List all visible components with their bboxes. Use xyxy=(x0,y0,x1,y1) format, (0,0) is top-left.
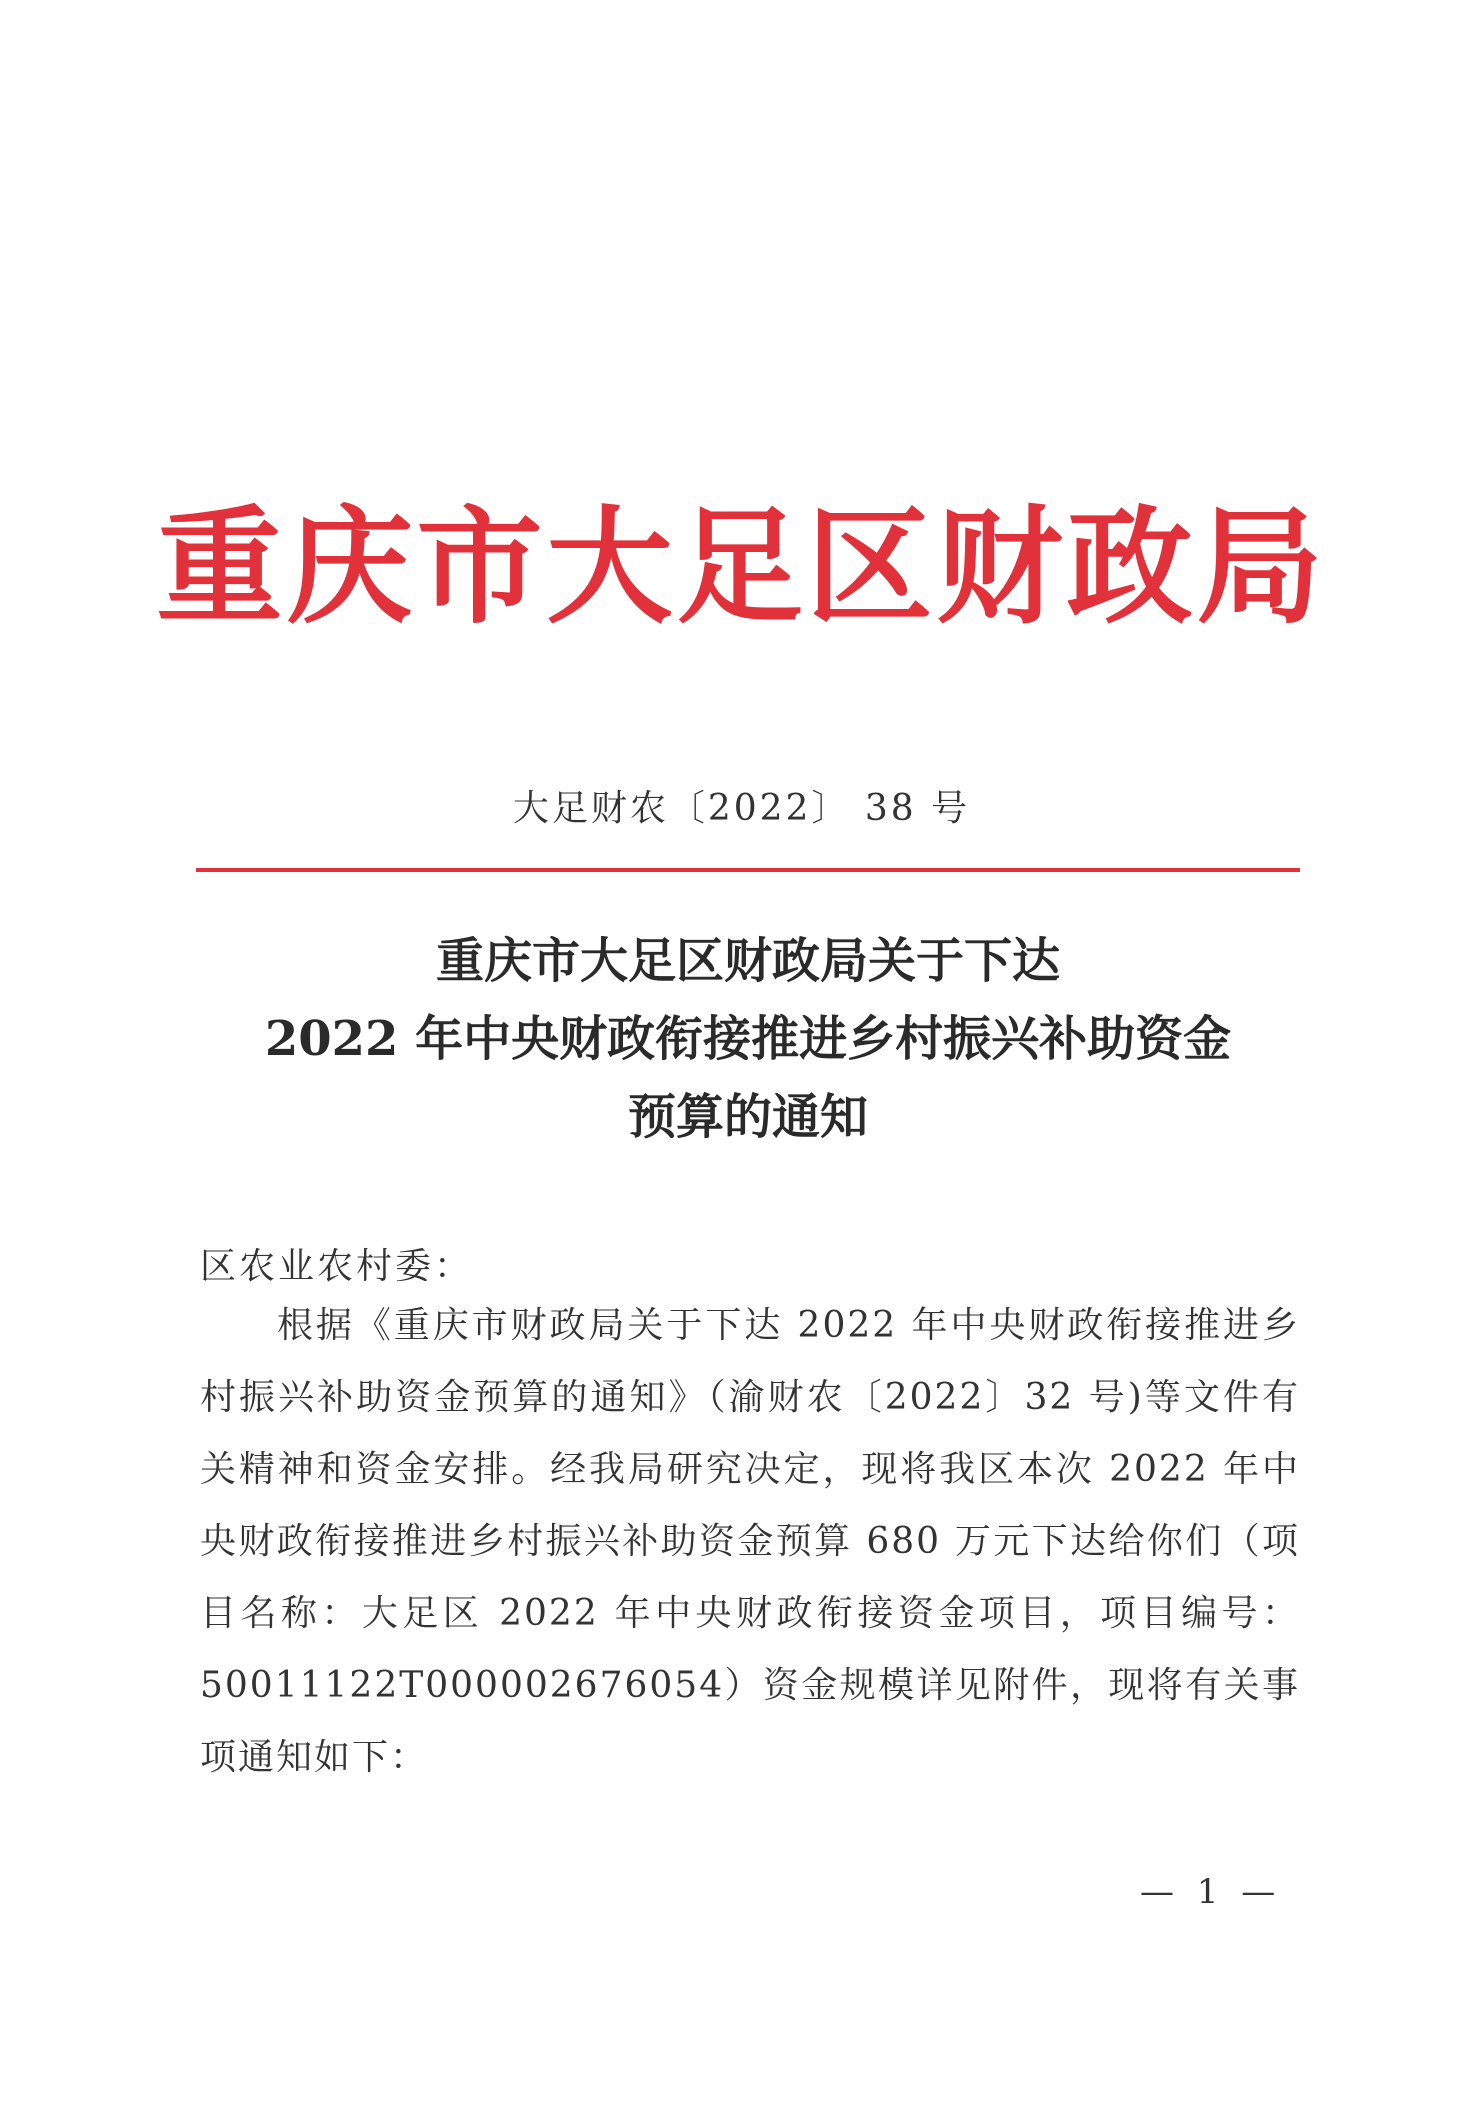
title-line-3: 预算的通知 xyxy=(627,1089,868,1145)
title-line-1: 重庆市大足区财政局关于下达 xyxy=(435,933,1060,989)
body-paragraph xyxy=(200,1290,1300,1794)
page-number: — 1 — xyxy=(1140,1872,1282,1912)
body-paragraph-text: 根据《重庆市财政局关于下达 2022 年中央财政衔接推进乡村振兴补助资金预算的通知》（渝财农〔2022〕32 号)等文件有关精神和资金安排。经我局研究决定，现将我区本次 2022 年中央财政衔接推进乡村振兴补助资金预算 680 万元下达给你们（项目名称：大足区 2022 年中央财政衔接资金项目，项目编号：50011122T000002676054）资金规模详见附件，现将有关事项通知如下： xyxy=(200,1305,1300,1778)
document-title xyxy=(196,922,1300,1156)
title-line-2: 2022 年中央财政衔接推进乡村振兴补助资金 xyxy=(264,1011,1232,1067)
issuing-authority-masthead: 重庆市大足区财政局 xyxy=(156,494,1327,641)
red-divider-line xyxy=(196,868,1300,872)
salutation: 区农业农村委： xyxy=(200,1246,474,1287)
document-number: 大足财农〔2022〕 38 号 xyxy=(512,788,971,829)
